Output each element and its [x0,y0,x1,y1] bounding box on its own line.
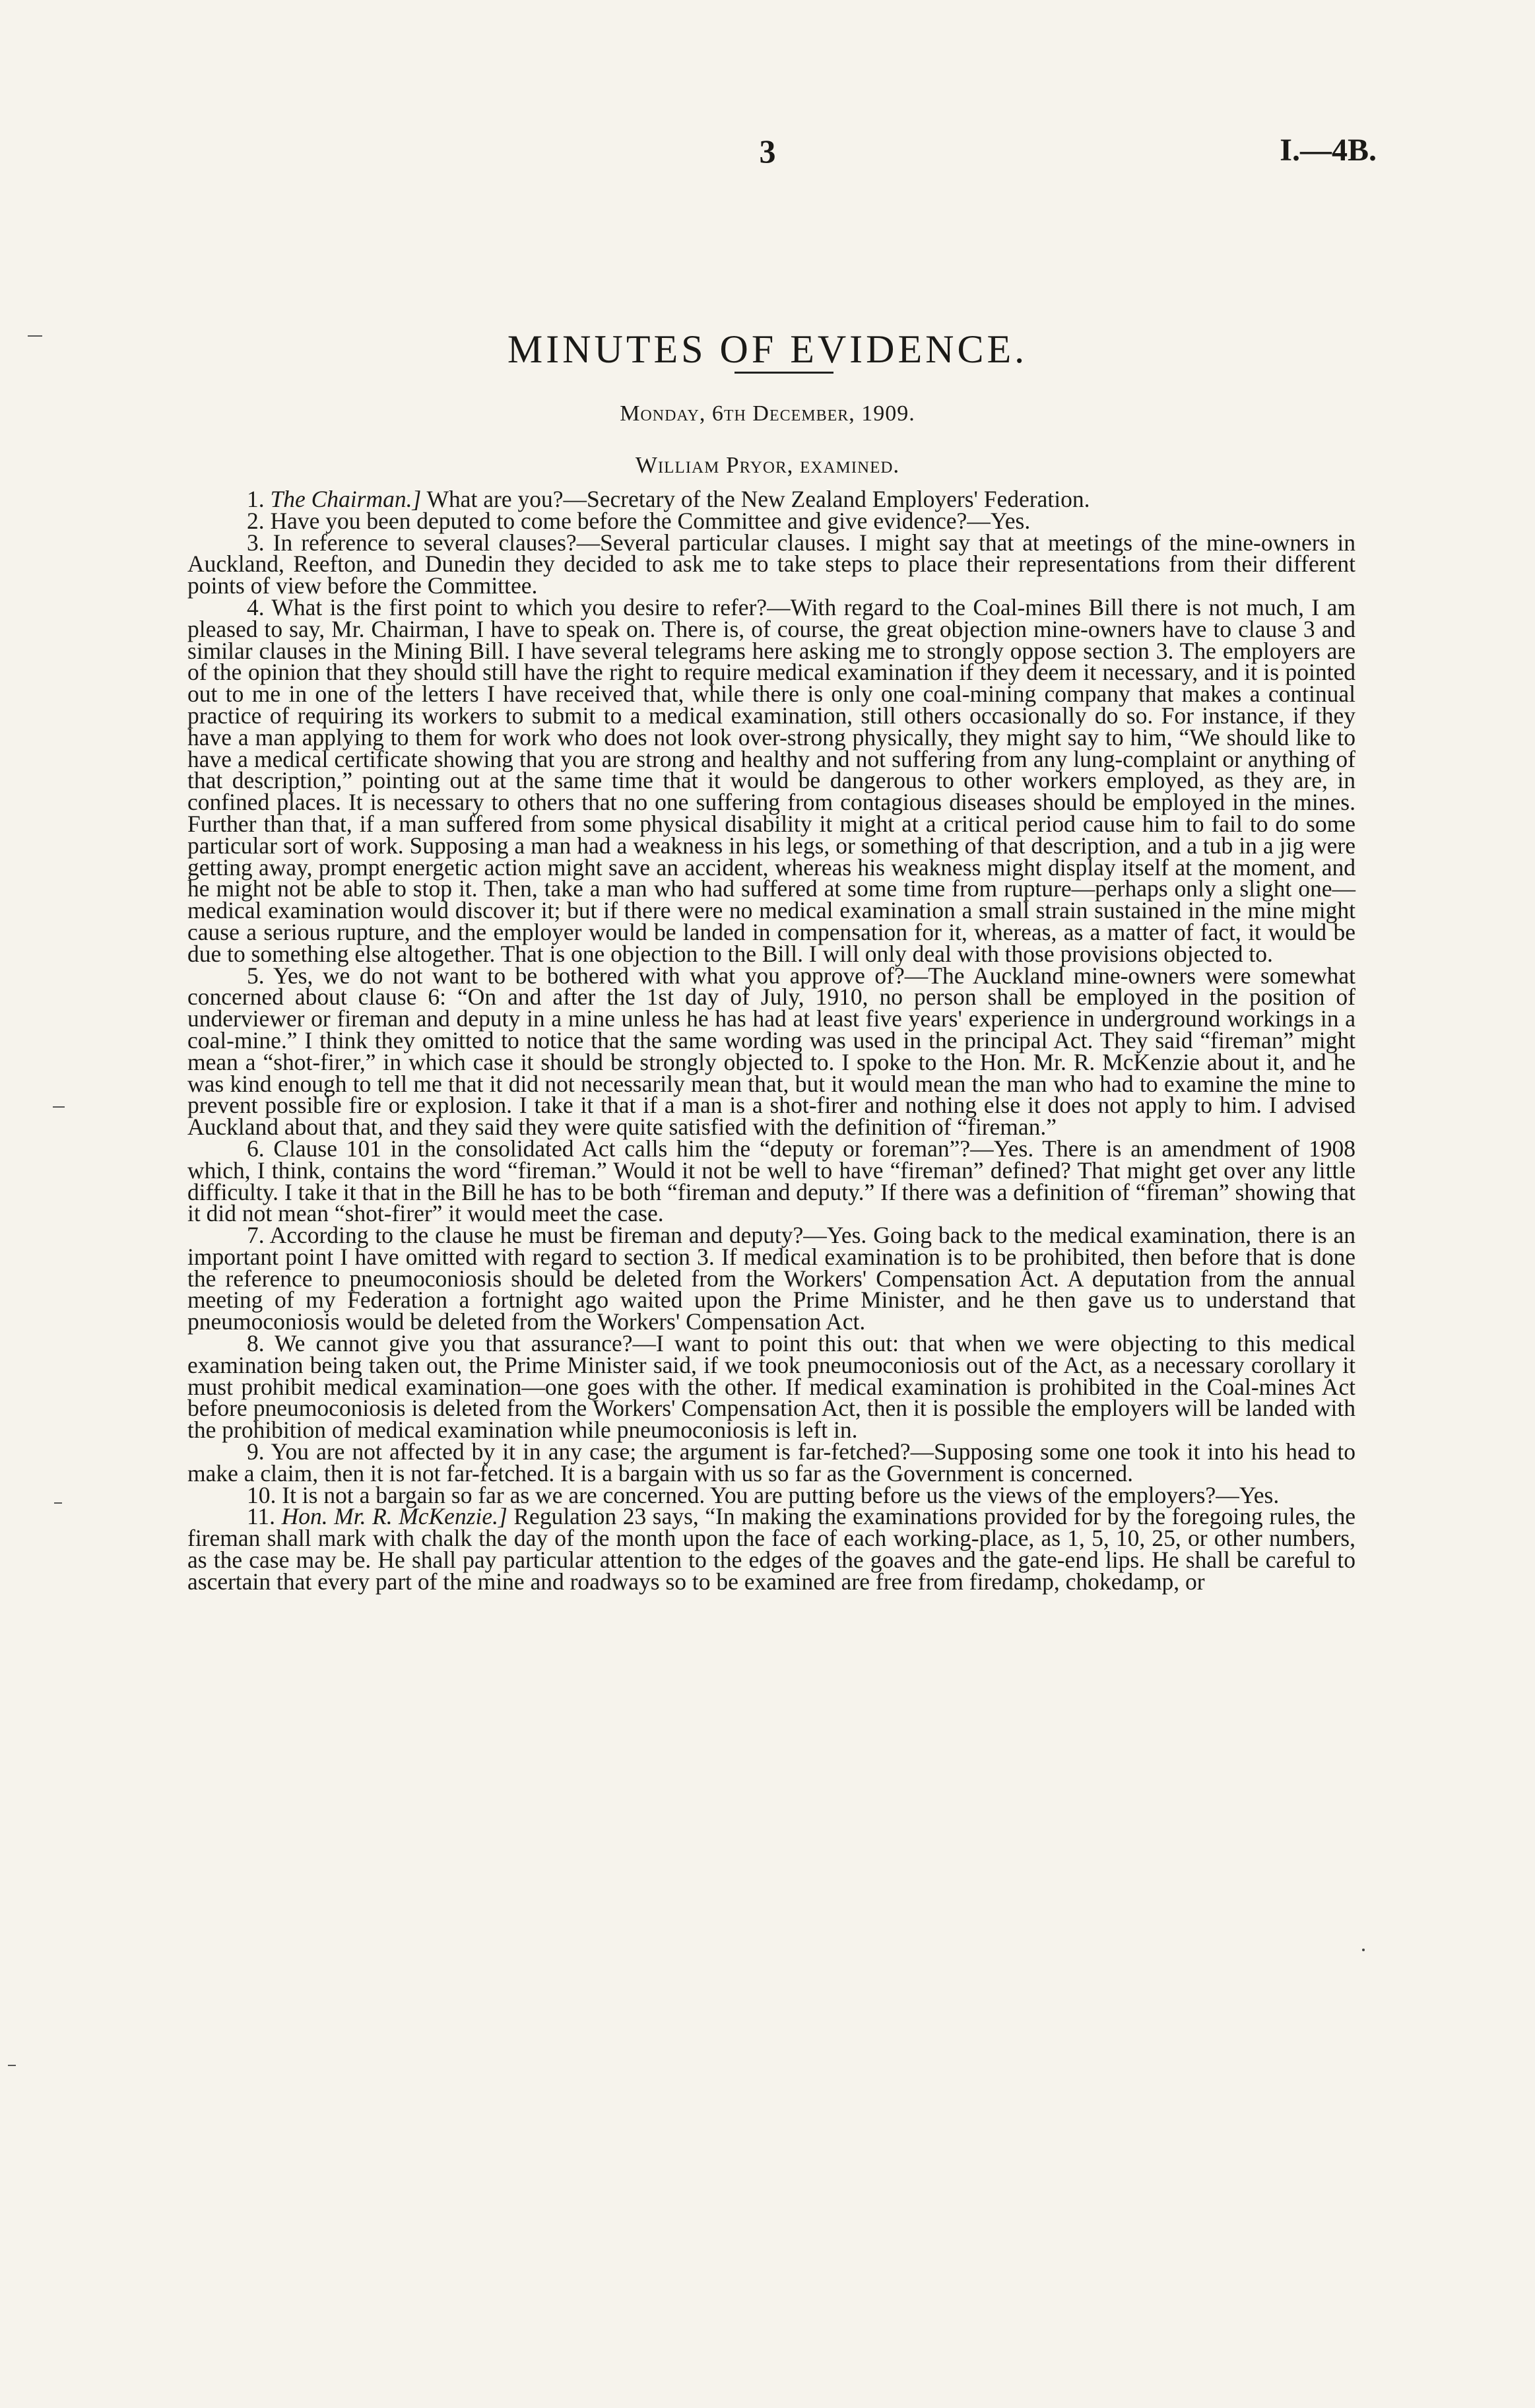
paragraph-text: It is not a bargain so far as we are concerned. You are putting before us the views of the employers?—Yes. [282,1481,1280,1508]
evidence-paragraph [187,1438,1356,1487]
paragraph-number: 3. [247,529,265,556]
paragraph-text: Regulation 23 says, “In making the examinations provided for by the foregoing rules, the fireman shall mark with chalk the day of the month upon the face of each working-place, as 1, 5, 10, 25, or other numbers, as the case may be. He shall pay particular attention to the edges of the goaves and the gate-end lips. He shall be careful to ascertain that every part of the mine and roadways so to be examined are free from firedamp, chokedamp, or [187,1503,1356,1595]
evidence-paragraph [187,962,1355,1141]
paragraph-text: Have you been deputed to come before the Committee and give evidence?—Yes. [270,507,1031,534]
paragraph-text: What is the first point to which you desire to refer?—With regard to the Coal-mines Bill there is not much, I am pleased to say, Mr. Chairman, I have to speak on. There is, of course, the great objection mine-owners have to clause 3 and similar clauses in the Mining Bill. I have several telegrams here asking me to strongly oppose section 3. The employers are of the opinion that they should still have the right to require medical examination if they deem it necessary, and it is pointed out to me in one of the letters I have received that, while there is only one coal-mining company that makes a continual practice of requiring its workers to submit to a medical examination, still others occasionally do so. For instance, if they have a man applying to them for work who does not look over-strong physically, they might say to him, “We should like to have a medical certificate showing that you are strong and healthy and not suffering from any lung-complaint or anything of that description,” pointing out at the same time that it would be dangerous to other workers employed, as they are, in confined places. It is necessary to others that no one suffering from contagious diseases should be employed in the mines. Further than that, if a man suffered from some physical disability it might at a critical period cause him to fail to do some particular sort of work. Supposing a man had a weakness in his legs, or something of that description, and a tub in a jig were getting away, prompt energetic action might save an accident, whereas his weakness might display itself at the moment, and he might not be able to stop it. Then, take a man who had suffered at some time from rupture—perhaps only a slight one—medical examination would discover it; but if there were no medical examination a small strain sustained in the mine might cause a serious rupture, and the employer would be landed in compensation for it, whereas, as a matter of fact, it would be due to something else altogether. That is one objection to the Bill. I will only deal with those provisions objected to. [187,593,1356,967]
evidence-paragraph [187,1503,1356,1595]
paragraph-number: 2. [247,507,265,534]
margin-scan-mark [53,1106,65,1108]
paragraph-number: 10. [247,1481,277,1508]
evidence-paragraph [187,529,1356,599]
evidence-paragraph [187,1224,1355,1333]
evidence-paragraph [187,1330,1356,1444]
evidence-paragraph [187,1135,1355,1227]
paragraph-text: Clause 101 in the consolidated Act calls him the “deputy or foreman”?—Yes. There is an amendment of 1908 which, I think, contains the word “fireman.” Would it not be well to have “fireman” defined? That might get over any little difficulty. I take it that in the Bill he has to be both “fireman and deputy.” If there was a definition of “fireman” showing that it did not mean “shot-firer” it would meet the case. [187,1135,1355,1227]
paragraph-number: 7. [247,1222,265,1249]
document-reference: I.—4B. [1280,133,1377,168]
paragraph-text: In reference to several clauses?—Several particular clauses. I might say that at meetings of the mine-owners in Auckland, Reefton, and Dunedin they decided to ask me to take steps to place their representations from their different points of view before the Committee. [187,529,1356,599]
paragraph-text: According to the clause he must be fireman and deputy?—Yes. Going back to the medical examination, there is an important point I have omitted with regard to section 3. If medical examination is to be prohibited, then before that is done the reference to pneumoconiosis should be deleted from the Workers' Compensation Act. A deputation from the annual meeting of my Federation a fortnight ago waited upon the Prime Minister, and he then gave us to understand that pneumoconiosis would be deleted from the Workers' Compensation Act. [187,1222,1356,1335]
paragraph-number: 5. [247,962,265,989]
evidence-body [187,488,1355,1593]
paragraph-number: 6. [247,1135,265,1162]
paragraph-text: We cannot give you that assurance?—I want to point this out: that when we were objecting to this medical examination being taken out, the Prime Minister said, if we took pneumoconiosis out of the Act, as a necessary corollary it must prohibit medical examination—one goes with the other. If medical examination is prohibited in the Coal-mines Act before pneumoconiosis is deleted from the Workers' Compensation Act, then it is possible the employers will be landed with the prohibition of medical examination while pneumoconiosis is left in. [187,1330,1356,1444]
date-line: Monday, 6th December, 1909. [620,401,915,426]
speaker-label: Hon. Mr. R. McKenzie.] [281,1503,507,1530]
scan-speck [1362,1949,1365,1951]
paragraph-number: 1. [247,486,265,512]
paragraph-number: 4. [247,593,265,620]
paragraph-number: 11. [247,1503,276,1530]
margin-scan-mark [8,2065,16,2066]
paragraph-text: What are you?—Secretary of the New Zealand Employers' Federation. [421,486,1090,512]
evidence-paragraph [187,593,1356,967]
page-number: 3 [759,133,776,170]
document-title: MINUTES OF EVIDENCE. [507,327,1028,372]
paragraph-number: 8. [247,1330,265,1357]
margin-scan-mark [28,335,42,337]
title-divider [735,372,833,374]
witness-line: William Pryor, examined. [635,452,900,478]
paragraph-text: Yes, we do not want to be bothered with what you approve of?—The Auckland mine-owners were somewhat concerned about clause 6: “On and after the 1st day of July, 1910, no person shall be employed in the position of underviewer or fireman and deputy in a mine unless he has had at least five years' experience in underground workings in a coal-mine.” I think they omitted to notice that the same wording was used in the principal Act. They said “fireman” might mean a “shot-firer,” in which case it should be strongly objected to. I spoke to the Hon. Mr. R. McKenzie about it, and he was kind enough to tell me that it did not necessarily mean that, but it would mean the man who had to examine the mine to prevent possible fire or explosion. I take it that if a man is a shot-firer and nothing else it does not apply to him. I advised Auckland about that, and they said they were quite satisfied with the definition of “fireman.” [187,962,1355,1141]
speaker-label: The Chairman.] [270,486,422,512]
margin-scan-mark [54,1502,62,1504]
page-header [0,132,1535,172]
paragraph-number: 9. [247,1438,265,1465]
paragraph-text: You are not affected by it in any case; the argument is far-fetched?—Supposing some one took it into his head to make a claim, then it is not far-fetched. It is a bargain with us so far as the Government is concerned. [187,1438,1356,1487]
